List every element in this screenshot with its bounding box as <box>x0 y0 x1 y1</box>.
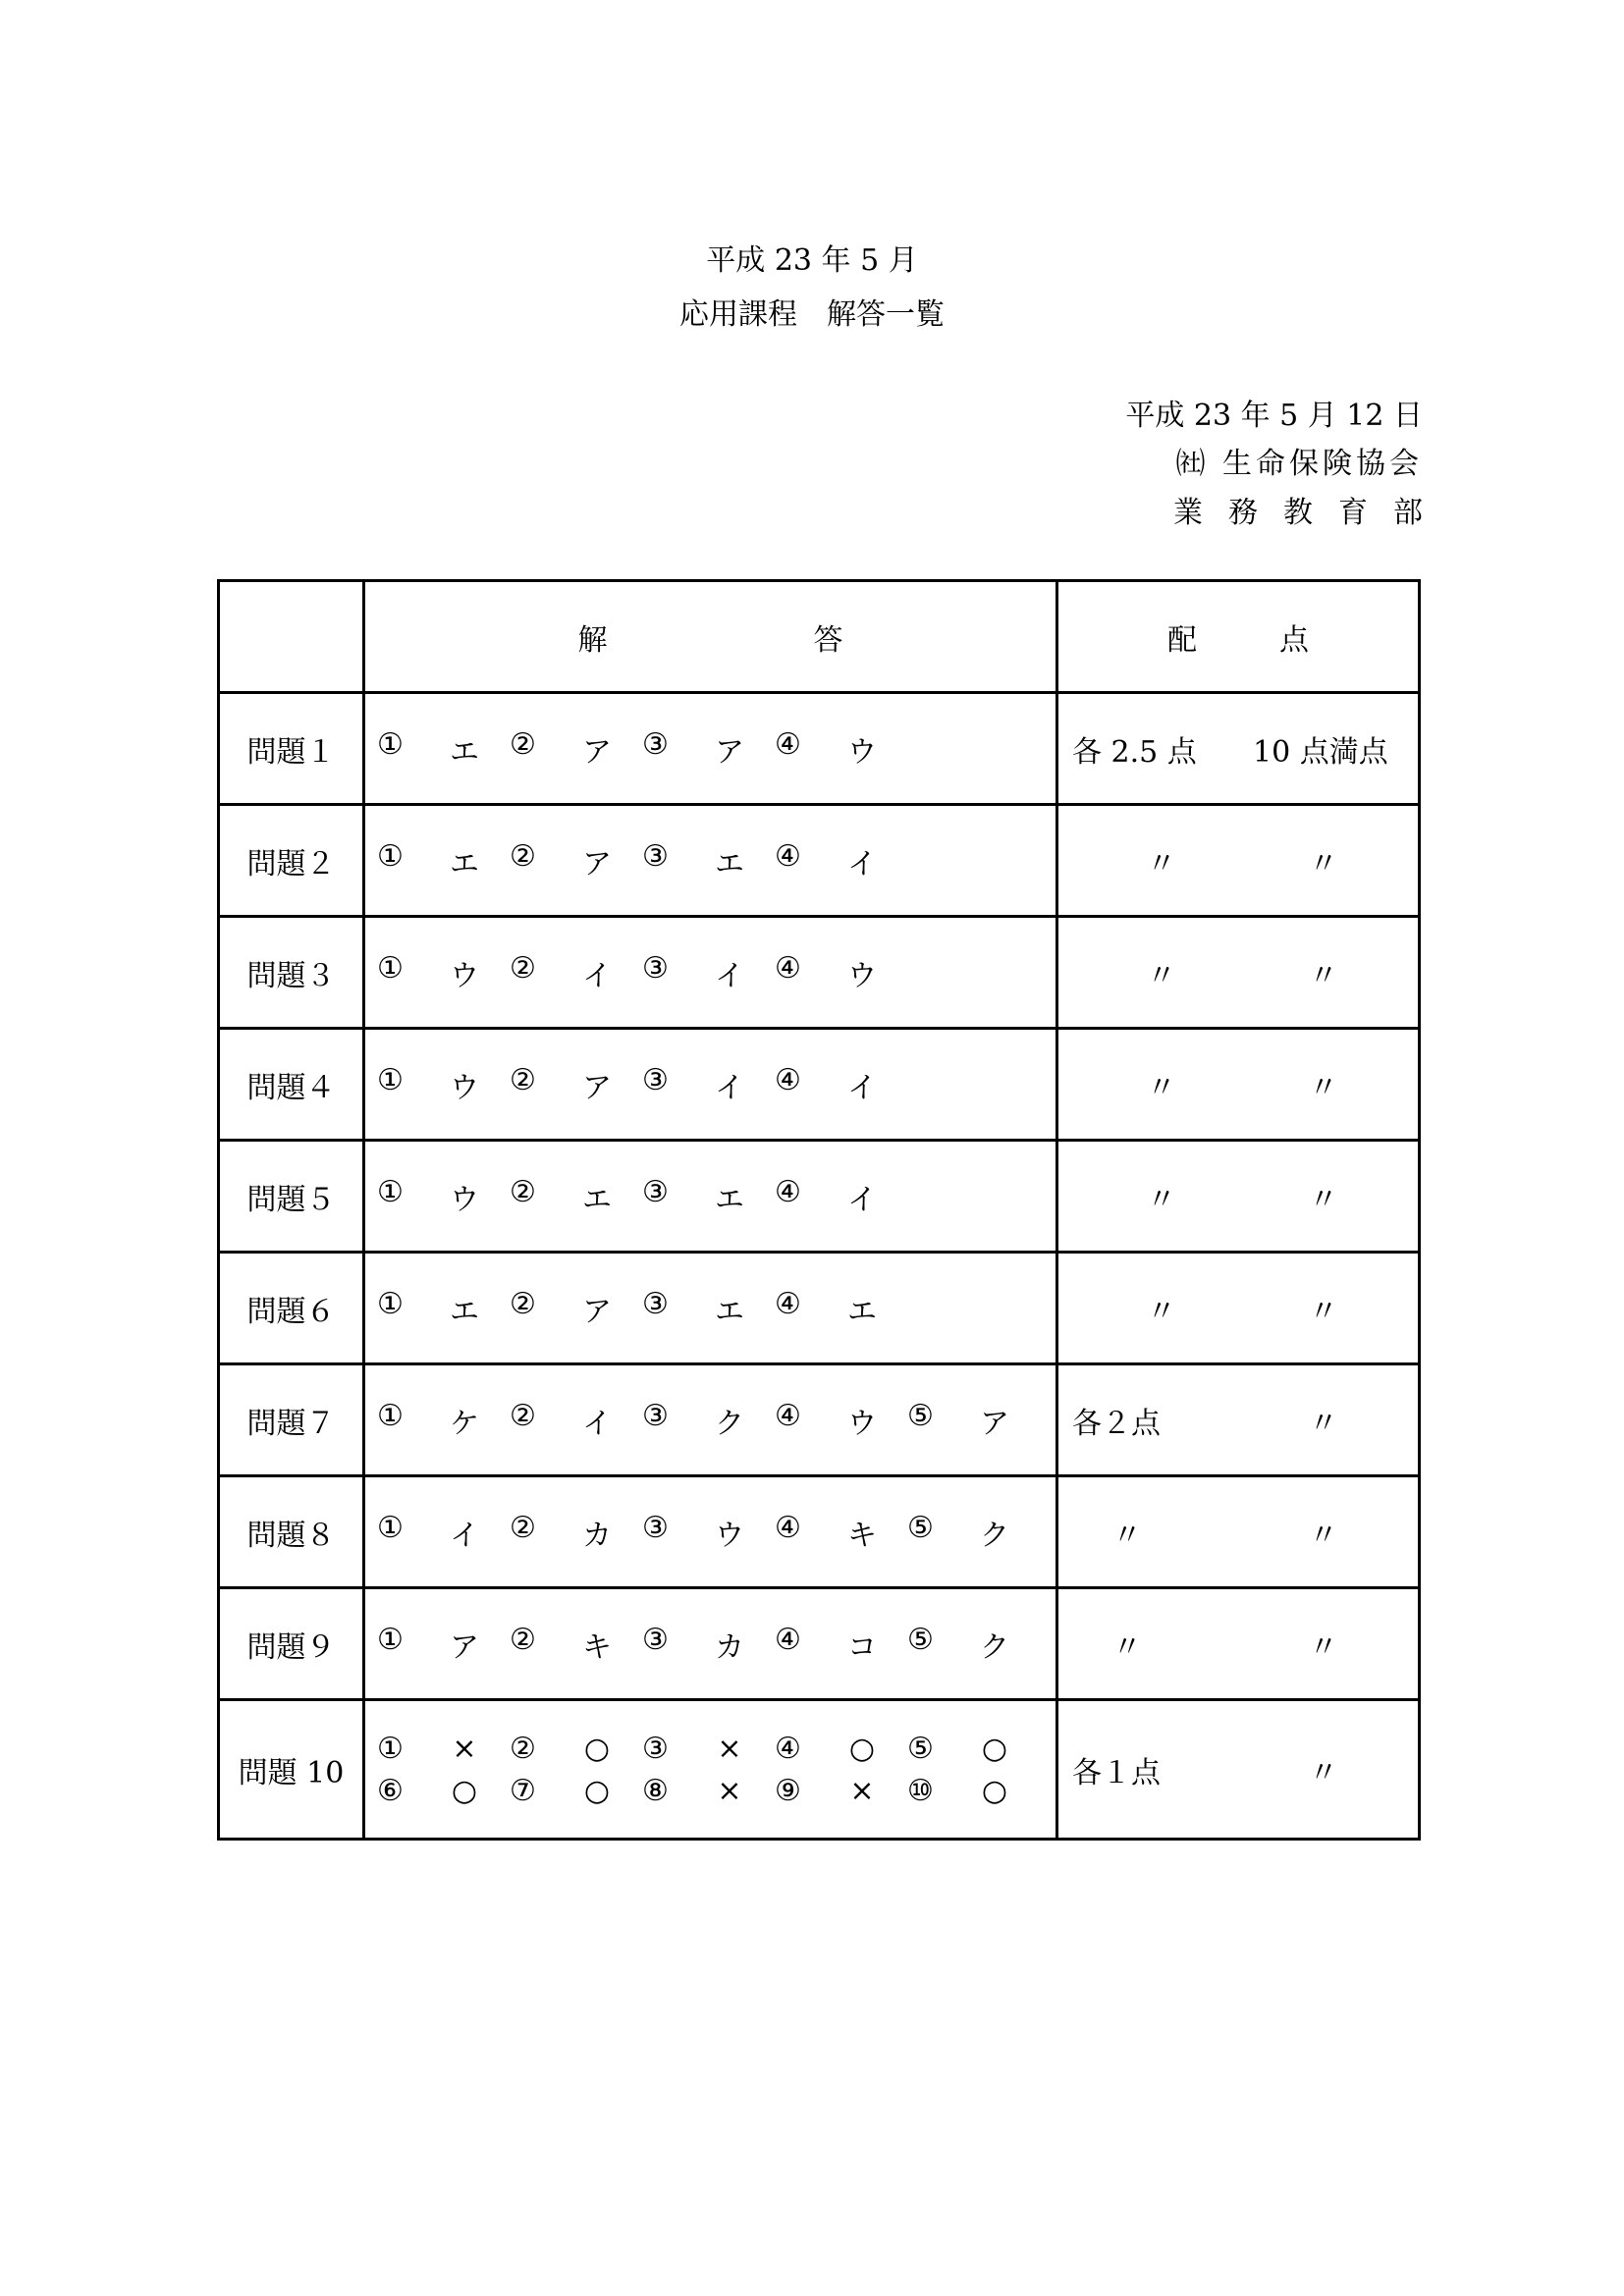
answer-number: ④ <box>775 1286 801 1321</box>
score-per-item: 〃 <box>1112 1518 1142 1553</box>
answer-cell <box>364 917 1057 1029</box>
answer-line <box>365 1511 1056 1554</box>
score-cell <box>1057 693 1420 805</box>
question-label: 問題 10 <box>219 1700 364 1840</box>
answer-number: ② <box>510 726 536 762</box>
answer-value: イ <box>847 1070 877 1105</box>
header-answer <box>364 581 1057 693</box>
answer-number: ④ <box>775 726 801 762</box>
answer-cell <box>364 1700 1057 1840</box>
answer-value: ウ <box>450 1182 479 1217</box>
question-label: 問題８ <box>219 1476 364 1588</box>
answer-value: イ <box>450 1518 479 1553</box>
answer-line <box>365 1063 1056 1106</box>
answer-number: ② <box>510 1174 536 1209</box>
answer-number: ① <box>377 1731 404 1766</box>
answer-pair <box>775 1175 907 1218</box>
answer-pair <box>377 1732 510 1766</box>
answer-value: キ <box>847 1518 877 1553</box>
answer-value: エ <box>450 1294 479 1329</box>
answer-number: ⑤ <box>907 1398 934 1433</box>
answer-pair <box>377 951 510 994</box>
answer-cell <box>364 1141 1057 1253</box>
answer-number: ① <box>377 1510 404 1545</box>
header-score-char-1: 配 <box>1167 622 1197 658</box>
table-row <box>219 1364 1420 1476</box>
answer-value: カ <box>715 1629 744 1665</box>
answer-pair <box>642 1623 775 1666</box>
score-total: 〃 <box>1309 1070 1338 1105</box>
table-row <box>219 1700 1420 1840</box>
answer-number: ④ <box>775 1174 801 1209</box>
answer-pair <box>377 839 510 882</box>
answer-value: ク <box>980 1518 1009 1553</box>
answer-value: ウ <box>450 1070 479 1105</box>
table-row <box>219 917 1420 1029</box>
question-label: 問題１ <box>219 693 364 805</box>
answer-number: ⑦ <box>510 1773 536 1808</box>
answer-value: イ <box>847 846 877 881</box>
score-per-item: 〃 <box>1147 1294 1176 1329</box>
answer-pair <box>907 1623 1040 1666</box>
answer-pair <box>907 1511 1040 1554</box>
score-total: 〃 <box>1309 1629 1338 1665</box>
score-per-item: 各 2.5 点 <box>1072 734 1197 770</box>
score-per-item: 〃 <box>1147 958 1176 993</box>
answer-value: イ <box>715 1070 744 1105</box>
answer-number: ① <box>377 1062 404 1097</box>
answer-value: ○ <box>583 1731 611 1766</box>
answer-pair <box>377 1175 510 1218</box>
answer-number: ④ <box>775 1622 801 1657</box>
answer-value: カ <box>582 1518 612 1553</box>
document-date-heading: 平成 23 年 5 月 <box>706 243 918 278</box>
score-per-item: 各１点 <box>1072 1755 1161 1790</box>
score-cell <box>1057 1700 1420 1840</box>
answer-value: ク <box>980 1629 1009 1665</box>
answer-pair <box>510 1623 642 1666</box>
question-label: 問題９ <box>219 1588 364 1700</box>
answer-number: ⑧ <box>642 1773 669 1808</box>
answer-number: ① <box>377 1174 404 1209</box>
answer-value: イ <box>847 1182 877 1217</box>
answer-pair <box>907 1774 1040 1808</box>
answer-number: ② <box>510 1286 536 1321</box>
answer-pair <box>642 1175 775 1218</box>
answer-line <box>365 1732 1056 1766</box>
score-cell <box>1057 1029 1420 1141</box>
answer-value: ウ <box>847 734 877 770</box>
answer-line <box>365 727 1056 771</box>
answer-pair <box>775 1774 907 1808</box>
answer-value: ア <box>582 1294 612 1329</box>
header-answer-char-1: 解 <box>577 622 608 658</box>
score-cell <box>1057 805 1420 917</box>
answer-value: ア <box>582 846 612 881</box>
answer-number: ④ <box>775 1398 801 1433</box>
header-score <box>1057 581 1420 693</box>
answer-number: ⑤ <box>907 1510 934 1545</box>
answer-pair <box>377 1063 510 1106</box>
table-row <box>219 1029 1420 1141</box>
answer-value: エ <box>582 1182 612 1217</box>
answer-cell <box>364 693 1057 805</box>
answer-number: ① <box>377 1286 404 1321</box>
answer-number: ⑥ <box>377 1773 404 1808</box>
question-label: 問題７ <box>219 1364 364 1476</box>
answer-pair <box>377 1399 510 1442</box>
answer-pair <box>377 1287 510 1330</box>
answer-pair <box>907 1732 1040 1766</box>
answer-cell <box>364 1029 1057 1141</box>
answer-number: ② <box>510 838 536 874</box>
answer-pair <box>642 1063 775 1106</box>
question-label: 問題２ <box>219 805 364 917</box>
answer-number: ③ <box>642 838 669 874</box>
answer-value: エ <box>450 846 479 881</box>
answer-value: エ <box>847 1294 877 1329</box>
answer-value: × <box>452 1731 477 1766</box>
answer-number: ② <box>510 1731 536 1766</box>
answer-pair <box>775 1287 907 1330</box>
question-label: 問題６ <box>219 1253 364 1364</box>
answer-line <box>365 1774 1056 1808</box>
answer-value: ア <box>582 734 612 770</box>
answer-value: エ <box>715 1182 744 1217</box>
score-cell <box>1057 1476 1420 1588</box>
answer-pair <box>642 1399 775 1442</box>
answer-number: ④ <box>775 950 801 986</box>
answer-number: ② <box>510 1510 536 1545</box>
answer-line <box>365 839 1056 882</box>
answer-value: ウ <box>450 958 479 993</box>
score-cell <box>1057 917 1420 1029</box>
answer-pair <box>642 951 775 994</box>
answer-number: ③ <box>642 1286 669 1321</box>
score-total: 〃 <box>1309 1406 1338 1441</box>
answer-number: ③ <box>642 1731 669 1766</box>
score-per-item: 〃 <box>1147 1182 1176 1217</box>
answer-number: ⑤ <box>907 1622 934 1657</box>
answer-value: ア <box>450 1629 479 1665</box>
answer-number: ② <box>510 1398 536 1433</box>
answer-value: イ <box>582 958 612 993</box>
table-row <box>219 1253 1420 1364</box>
answer-pair <box>377 1774 510 1808</box>
answer-line <box>365 951 1056 994</box>
answer-number: ① <box>377 1398 404 1433</box>
answer-pair <box>510 727 642 771</box>
answer-pair <box>510 1399 642 1442</box>
header-answer-char-2: 答 <box>813 622 843 658</box>
issuer-department: 業務教育部 <box>1173 496 1448 530</box>
answer-number: ③ <box>642 726 669 762</box>
answer-pair <box>377 1511 510 1554</box>
answer-value: キ <box>582 1629 612 1665</box>
answer-pair <box>642 1287 775 1330</box>
answer-pair <box>775 1063 907 1106</box>
answer-line <box>365 1287 1056 1330</box>
answer-pair <box>510 951 642 994</box>
answer-value: ア <box>582 1070 612 1105</box>
answer-value: ○ <box>981 1731 1008 1766</box>
answer-number: ① <box>377 838 404 874</box>
answer-number: ⑨ <box>775 1773 801 1808</box>
answer-value: ク <box>715 1406 744 1441</box>
answer-pair <box>510 1511 642 1554</box>
answer-number: ③ <box>642 1174 669 1209</box>
answer-value: ○ <box>981 1773 1008 1808</box>
score-total: 〃 <box>1309 958 1338 993</box>
answer-pair <box>775 839 907 882</box>
score-cell <box>1057 1253 1420 1364</box>
answer-pair <box>775 1399 907 1442</box>
document-title: 応用課程 解答一覧 <box>679 297 945 332</box>
answer-value: ○ <box>583 1773 611 1808</box>
answer-number: ③ <box>642 1510 669 1545</box>
answer-value: × <box>717 1773 742 1808</box>
answer-number: ① <box>377 950 404 986</box>
score-per-item: 〃 <box>1112 1629 1142 1665</box>
answer-value: ア <box>715 734 744 770</box>
answer-pair <box>907 1399 1040 1442</box>
answer-line <box>365 1623 1056 1666</box>
answer-value: エ <box>715 1294 744 1329</box>
score-total: 〃 <box>1309 846 1338 881</box>
answer-value: エ <box>450 734 479 770</box>
answer-value: × <box>849 1773 875 1808</box>
answer-pair <box>775 1511 907 1554</box>
answer-number: ④ <box>775 1731 801 1766</box>
score-cell <box>1057 1588 1420 1700</box>
answer-number: ⑩ <box>907 1773 934 1808</box>
answer-value: イ <box>582 1406 612 1441</box>
header-empty-cell <box>219 581 364 693</box>
score-cell <box>1057 1364 1420 1476</box>
answer-pair <box>642 839 775 882</box>
answer-value: ○ <box>848 1731 876 1766</box>
question-label: 問題５ <box>219 1141 364 1253</box>
answer-cell <box>364 1588 1057 1700</box>
header-score-char-2: 点 <box>1279 622 1309 658</box>
answer-pair <box>510 839 642 882</box>
answer-pair <box>642 1511 775 1554</box>
answer-cell <box>364 1364 1057 1476</box>
answer-pair <box>775 1732 907 1766</box>
question-label: 問題３ <box>219 917 364 1029</box>
answer-pair <box>642 727 775 771</box>
answer-number: ③ <box>642 1062 669 1097</box>
answer-number: ③ <box>642 1622 669 1657</box>
table-row <box>219 1141 1420 1253</box>
answer-pair <box>510 1063 642 1106</box>
score-per-item: 各２点 <box>1072 1406 1161 1441</box>
answer-number: ③ <box>642 1398 669 1433</box>
answer-value: ウ <box>847 1406 877 1441</box>
answer-value: ○ <box>451 1773 478 1808</box>
answer-line <box>365 1175 1056 1218</box>
answer-number: ⑤ <box>907 1731 934 1766</box>
answer-value: コ <box>847 1629 877 1665</box>
issue-date: 平成 23 年 5 月 12 日 <box>1125 399 1423 433</box>
answer-pair <box>642 1774 775 1808</box>
answer-pair <box>510 1287 642 1330</box>
score-total: 〃 <box>1309 1294 1338 1329</box>
table-header-row <box>219 581 1420 693</box>
answer-value: イ <box>715 958 744 993</box>
table-row <box>219 1588 1420 1700</box>
answer-value: × <box>717 1731 742 1766</box>
answer-pair <box>510 1175 642 1218</box>
answer-value: ア <box>980 1406 1009 1441</box>
score-total: 〃 <box>1309 1755 1338 1790</box>
table-row <box>219 693 1420 805</box>
score-total: 10 点満点 <box>1253 734 1388 770</box>
answer-number: ② <box>510 950 536 986</box>
table-row <box>219 1476 1420 1588</box>
answer-table <box>217 579 1421 1841</box>
answer-number: ② <box>510 1062 536 1097</box>
answer-number: ④ <box>775 1062 801 1097</box>
answer-pair <box>510 1774 642 1808</box>
answer-pair <box>377 727 510 771</box>
answer-number: ④ <box>775 1510 801 1545</box>
answer-number: ④ <box>775 838 801 874</box>
answer-number: ② <box>510 1622 536 1657</box>
answer-value: ウ <box>847 958 877 993</box>
question-label: 問題４ <box>219 1029 364 1141</box>
answer-number: ③ <box>642 950 669 986</box>
answer-number: ① <box>377 726 404 762</box>
answer-number: ① <box>377 1622 404 1657</box>
score-total: 〃 <box>1309 1182 1338 1217</box>
issuer-organization: ㈳ 生命保険協会 <box>1175 447 1423 481</box>
answer-pair <box>775 1623 907 1666</box>
score-total: 〃 <box>1309 1518 1338 1553</box>
answer-value: ケ <box>450 1406 479 1441</box>
answer-cell <box>364 1253 1057 1364</box>
answer-pair <box>642 1732 775 1766</box>
score-per-item: 〃 <box>1147 1070 1176 1105</box>
score-per-item: 〃 <box>1147 846 1176 881</box>
answer-pair <box>775 951 907 994</box>
answer-line <box>365 1399 1056 1442</box>
answer-cell <box>364 1476 1057 1588</box>
answer-pair <box>510 1732 642 1766</box>
score-cell <box>1057 1141 1420 1253</box>
answer-value: ウ <box>715 1518 744 1553</box>
table-row <box>219 805 1420 917</box>
answer-pair <box>775 727 907 771</box>
answer-pair <box>377 1623 510 1666</box>
answer-cell <box>364 805 1057 917</box>
answer-value: エ <box>715 846 744 881</box>
